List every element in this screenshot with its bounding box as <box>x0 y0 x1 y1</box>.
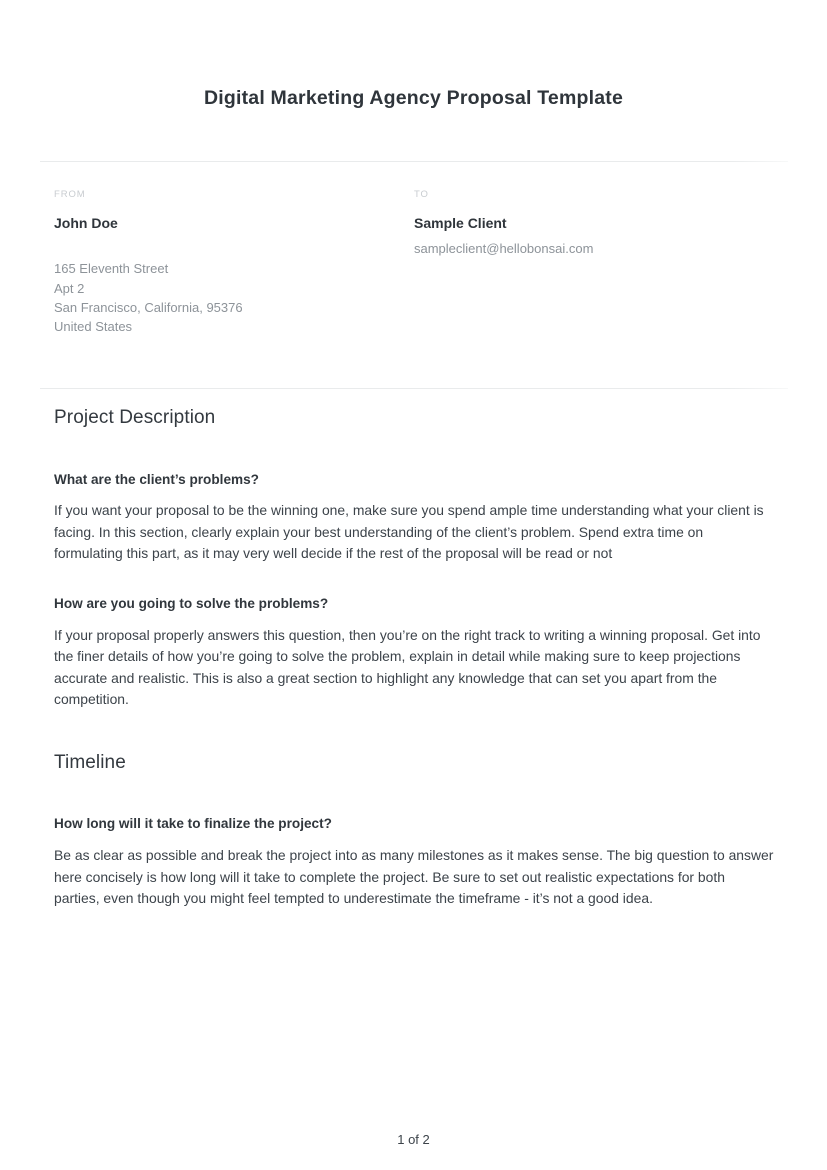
section-timeline <box>54 751 774 910</box>
question-project-duration: How long will it take to finalize the project? <box>54 816 332 832</box>
to-email: sampleclient@hellobonsai.com <box>414 241 594 257</box>
page-indicator: 1 of 2 <box>397 1132 430 1147</box>
divider-middle <box>40 388 788 389</box>
party-to <box>414 190 774 336</box>
party-from <box>54 190 414 336</box>
to-name: Sample Client <box>414 214 507 231</box>
answer-solve-problems: If your proposal properly answers this question, then you’re on the right track to writing a winning proposal. Get into the finer details of how you’re going to solve the problem, explain in detail while making sure to keep projections accurate and realistic. This is also a great section to highlight any knowledge that can set you apart from the competition. <box>54 626 761 708</box>
from-address-line-2: Apt 2 <box>54 280 85 296</box>
from-label: FROM <box>54 189 86 200</box>
answer-project-duration: Be as clear as possible and break the project into as many milestones as it makes sense. The big question to answer here concisely is how long will it take to complete the project. Be sure to set out realistic expectations for both parties, even though you might feel tempted to underestimate the timeframe - it’s not a good idea. <box>54 847 774 907</box>
spacer <box>54 565 774 595</box>
page-title: Digital Marketing Agency Proposal Template <box>203 87 624 109</box>
spacer <box>54 774 774 815</box>
from-name: John Doe <box>54 214 118 231</box>
spacer <box>54 711 774 751</box>
divider-top <box>40 161 788 162</box>
document-body <box>54 406 774 910</box>
spacer <box>54 430 774 471</box>
qa-block-client-problems <box>54 471 774 565</box>
answer-client-problems: If you want your proposal to be the winning one, make sure you spend ample time understanding what your client is facing. In this section, clearly explain your best understanding of the client’s problem. Spend extra time on formulating this part, as it may very well decide if the rest of the proposal will be read or not <box>54 502 764 562</box>
from-address <box>54 259 414 336</box>
qa-block-project-duration <box>54 815 774 909</box>
section-title-project-description: Project Description <box>54 407 216 428</box>
from-address-line-3: San Francisco, California, 95376 <box>54 299 243 315</box>
parties-section <box>54 190 787 336</box>
question-solve-problems: How are you going to solve the problems? <box>54 595 329 611</box>
from-address-line-4: United States <box>54 319 133 335</box>
from-address-line-1: 165 Eleventh Street <box>54 261 169 277</box>
question-client-problems: What are the client’s problems? <box>54 471 259 487</box>
section-title-timeline: Timeline <box>54 751 126 773</box>
qa-block-solve-problems <box>54 595 774 711</box>
section-project-description <box>54 406 774 711</box>
to-label: TO <box>414 189 429 200</box>
